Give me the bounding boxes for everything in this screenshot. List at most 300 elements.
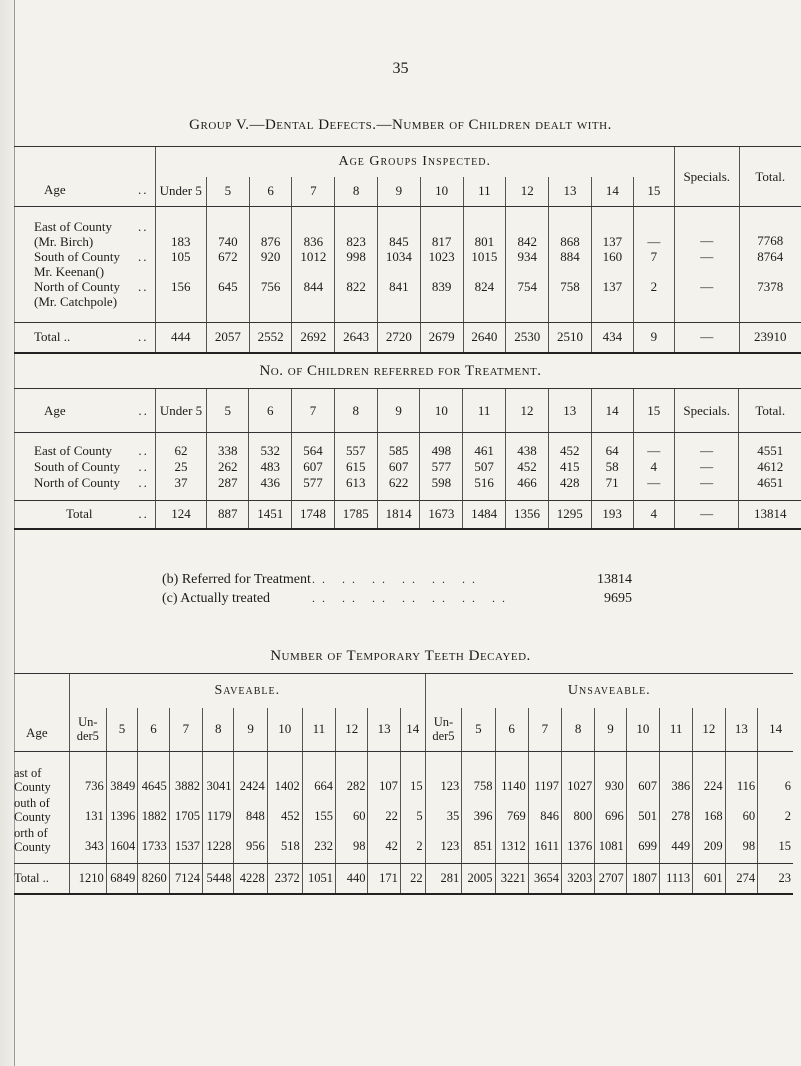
saveable-column-header: 6	[138, 708, 170, 752]
total-label: Total ..	[34, 329, 71, 345]
table3-spacer	[14, 856, 793, 864]
saveable-cell: 2	[400, 826, 425, 856]
table2-cell: 415	[548, 459, 591, 475]
table2-cell: 428	[548, 475, 591, 491]
table2-row	[14, 475, 801, 491]
unsaveable-cell: 851	[462, 826, 495, 856]
unsaveable-column-header: 10	[626, 708, 659, 752]
table2-total-row-cell: 124	[155, 501, 206, 529]
saveable-cell: 1396	[106, 796, 138, 826]
dots: ..	[138, 474, 149, 490]
table2-cell: 25	[155, 459, 206, 475]
saveable-cell: 3041	[202, 752, 234, 796]
saveable-column-header: 11	[302, 708, 335, 752]
table1-spacer	[14, 309, 801, 323]
row-label	[14, 796, 69, 826]
saveable-cell: 2424	[234, 752, 267, 796]
unsaveable-cell: 1376	[562, 826, 595, 856]
saveable-cell: 60	[335, 796, 367, 826]
table1-cell: 801	[463, 207, 506, 249]
total-row-label: Total ..	[14, 864, 69, 894]
saveable-cell: 664	[302, 752, 335, 796]
table2-title: No. of Children referred for Treatment.	[259, 363, 542, 379]
table2-cell: 483	[249, 459, 292, 475]
table2-cell: —	[633, 475, 674, 491]
saveable-column-header: 14	[400, 708, 425, 752]
table2-column-header: 9	[377, 389, 420, 433]
table2-cell: 622	[377, 475, 420, 491]
table1-cell: 740	[206, 207, 249, 249]
saveable-cell: 5	[400, 796, 425, 826]
unsaveable-total-cell: 2005	[462, 864, 495, 894]
spacer-cell	[292, 309, 335, 323]
spacer-cell	[106, 856, 138, 864]
table2-age-header	[14, 389, 155, 433]
unsaveable-column-header: 12	[693, 708, 725, 752]
table1-cell: 1034	[378, 249, 421, 279]
table2-cell: 71	[591, 475, 633, 491]
row-label-line1: South of County	[34, 248, 120, 264]
table1-total-row-cell: 444	[155, 323, 206, 353]
summary-row-treated	[162, 591, 632, 610]
row-label	[14, 459, 155, 475]
table2-cell: 64	[591, 433, 633, 459]
spacer-cell	[155, 309, 206, 323]
table2-cell: 62	[155, 433, 206, 459]
table1-total-row-cell: 2552	[249, 323, 292, 353]
table3-title: Number of Temporary Teeth Decayed.	[270, 648, 531, 664]
saveable-cell: 3882	[169, 752, 202, 796]
table1-title: Group V.—Dental Defects.—Number of Children dealt with.	[189, 117, 612, 133]
table2-total-row-cell: 1748	[292, 501, 335, 529]
spacer-cell	[267, 856, 302, 864]
saveable-cell: 343	[69, 826, 106, 856]
table2-cell: 262	[207, 459, 249, 475]
saveable-column-header: 7	[169, 708, 202, 752]
unsaveable-cell: 1027	[562, 752, 595, 796]
saveable-cell: 736	[69, 752, 106, 796]
saveable-total-cell: 4228	[234, 864, 267, 894]
table2-cell: 516	[463, 475, 506, 491]
table1-specials-cell: —	[674, 279, 739, 309]
table1-column-header: 12	[506, 177, 549, 207]
saveable-column-header: 12	[335, 708, 367, 752]
saveable-cell: 1537	[169, 826, 202, 856]
unsaveable-total-cell: 2707	[595, 864, 627, 894]
spacer-cell	[462, 856, 495, 864]
table2-cell: 58	[591, 459, 633, 475]
table2-cell: 438	[506, 433, 549, 459]
table1-total-row	[14, 323, 801, 353]
spacer-cell	[207, 491, 249, 501]
saveable-column-header: 8	[202, 708, 234, 752]
unsaveable-cell: 396	[462, 796, 495, 826]
table2-cell: 564	[292, 433, 335, 459]
table1-total-header: Total.	[739, 147, 801, 207]
saveable-total-cell: 2372	[267, 864, 302, 894]
treatment-summary	[162, 572, 632, 610]
table2-specials-cell: —	[674, 475, 739, 491]
table2-cell: 615	[334, 459, 377, 475]
saveable-total-cell: 7124	[169, 864, 202, 894]
saveable-column-header: 9	[234, 708, 267, 752]
row-label	[14, 475, 155, 491]
spacer-cell	[249, 309, 292, 323]
spacer-cell	[155, 491, 206, 501]
table2-cell: 613	[334, 475, 377, 491]
table1-cell: 105	[155, 249, 206, 279]
table1-cell: 844	[292, 279, 335, 309]
saveable-cell: 518	[267, 826, 302, 856]
table1-total-row-cell: 2643	[335, 323, 378, 353]
summary-value: 9695	[604, 591, 632, 606]
spacer-cell	[591, 491, 633, 501]
unsaveable-cell: 699	[626, 826, 659, 856]
table2-cell: 598	[420, 475, 463, 491]
unsaveable-cell: 6	[758, 752, 793, 796]
unsaveable-cell: 1081	[595, 826, 627, 856]
spacer-cell	[206, 309, 249, 323]
dots: ..	[138, 218, 149, 234]
row-label-first-line	[34, 279, 155, 294]
age-label: Age	[44, 402, 66, 418]
saveable-column-header: 5	[106, 708, 138, 752]
temporary-teeth-decayed-table	[14, 673, 793, 895]
row-label	[14, 826, 69, 856]
saveable-total-cell: 1051	[302, 864, 335, 894]
unsaveable-cell: 769	[495, 796, 528, 826]
saveable-cell: 1402	[267, 752, 302, 796]
table1-cell: 754	[506, 279, 549, 309]
row-label-line1: East of County	[34, 218, 112, 234]
table1-specials-cell: —	[674, 207, 739, 249]
spacer-cell	[495, 856, 528, 864]
table1-column-header: 13	[549, 177, 592, 207]
table1-cell: 884	[549, 249, 592, 279]
table1-column-header: 11	[463, 177, 506, 207]
table2-total-row-cell: 4	[633, 501, 674, 529]
unsaveable-cell: 15	[758, 826, 793, 856]
saveable-cell: 452	[267, 796, 302, 826]
table1-cell: 841	[378, 279, 421, 309]
table1-cell: 824	[463, 279, 506, 309]
table2-cell: 577	[420, 459, 463, 475]
row-label-line1: North of County	[34, 278, 120, 294]
unsaveable-total-cell: 1113	[660, 864, 693, 894]
saveable-cell: 282	[335, 752, 367, 796]
saveable-cell: 42	[368, 826, 400, 856]
table1-cell: 2	[633, 279, 674, 309]
unsaveable-total-cell: 3654	[528, 864, 561, 894]
table1-row	[14, 249, 801, 279]
table1-total-row-cell: 9	[633, 323, 674, 353]
table1-column-header: 9	[378, 177, 421, 207]
spacer-cell	[378, 309, 421, 323]
table1-cell: 845	[378, 207, 421, 249]
dots: ..	[138, 248, 149, 264]
spacer-cell	[69, 856, 106, 864]
saveable-total-cell: 440	[335, 864, 367, 894]
table1-cell: 920	[249, 249, 292, 279]
saveable-cell: 155	[302, 796, 335, 826]
table1-cell: 672	[206, 249, 249, 279]
unsaveable-cell: 501	[626, 796, 659, 826]
spacer-cell	[463, 491, 506, 501]
spacer-cell	[425, 856, 462, 864]
saveable-cell: 4645	[138, 752, 170, 796]
summary-label: (b) Referred for Treatment	[162, 572, 311, 587]
table2-cell: 585	[377, 433, 420, 459]
spacer-cell	[463, 309, 506, 323]
row-label	[14, 433, 155, 459]
saveable-cell: 3849	[106, 752, 138, 796]
saveable-total-cell: 1210	[69, 864, 106, 894]
table2-total-header: Total.	[739, 389, 801, 433]
table2-total-cell: 4551	[739, 433, 801, 459]
row-label-line1: ast of	[14, 765, 42, 780]
table2-column-header: Under 5	[155, 389, 206, 433]
table1-column-header: 6	[249, 177, 292, 207]
table2-cell: 287	[207, 475, 249, 491]
row-label-line2: County	[14, 839, 51, 854]
unsaveable-cell: 800	[562, 796, 595, 826]
unsaveable-cell: 1197	[528, 752, 561, 796]
table3-age-header: Age	[14, 674, 69, 752]
spacer-cell	[14, 491, 155, 501]
spacer-cell	[506, 491, 549, 501]
row-label-text: East of County	[34, 442, 112, 458]
table1-cell: 868	[549, 207, 592, 249]
spacer-cell	[292, 491, 335, 501]
table1-cell: 876	[249, 207, 292, 249]
row-label-line2: (Mr. Catchpole)	[34, 293, 118, 309]
row-label-line2: County	[14, 779, 51, 794]
table1-total-row-cell: 2510	[549, 323, 592, 353]
saveable-cell: 22	[368, 796, 400, 826]
table1-row	[14, 207, 801, 249]
spacer-cell	[234, 856, 267, 864]
table2-total-row-cell: 887	[207, 501, 249, 529]
unsaveable-total-cell: 274	[725, 864, 757, 894]
row-label-first-line	[34, 249, 155, 264]
row-label-text: North of County	[34, 474, 120, 490]
spacer-cell	[595, 856, 627, 864]
table3-row	[14, 752, 793, 796]
table2-cell: 461	[463, 433, 506, 459]
spacer-cell	[591, 309, 633, 323]
saveable-cell: 131	[69, 796, 106, 826]
table1-total-cell: 8764	[739, 249, 801, 279]
table2-total-cell: 4612	[739, 459, 801, 475]
spacer-cell	[420, 491, 463, 501]
table2-cell: 452	[548, 433, 591, 459]
table2-total-row	[14, 501, 801, 529]
unsaveable-cell: 123	[425, 752, 462, 796]
summary-row-referred	[162, 572, 632, 591]
saveable-cell: 956	[234, 826, 267, 856]
table2-column-header: 12	[506, 389, 549, 433]
table2-cell: 466	[506, 475, 549, 491]
table3-row	[14, 796, 793, 826]
table2-cell: 37	[155, 475, 206, 491]
page-number: 35	[392, 60, 409, 77]
table2-cell: 532	[249, 433, 292, 459]
dots: ..	[138, 329, 149, 345]
spacer-cell	[626, 856, 659, 864]
spacer-cell	[633, 309, 674, 323]
dental-defects-table	[14, 146, 801, 354]
table1-cell: 1023	[420, 249, 463, 279]
table1-group-header: Age Groups Inspected.	[155, 147, 674, 177]
table2-column-header: 15	[633, 389, 674, 433]
table1-cell: 7	[633, 249, 674, 279]
table2-cell: 436	[249, 475, 292, 491]
unsaveable-cell: 209	[693, 826, 725, 856]
unsaveable-cell: 224	[693, 752, 725, 796]
dots: ..	[138, 442, 149, 458]
unsaveable-total-cell: 1807	[626, 864, 659, 894]
table1-total-row-specials: —	[674, 323, 739, 353]
spacer-cell	[660, 856, 693, 864]
unsaveable-column-header: 11	[660, 708, 693, 752]
spacer-cell	[335, 856, 367, 864]
unsaveable-cell: 123	[425, 826, 462, 856]
row-label-line2: (Mr. Birch)	[34, 233, 94, 249]
table1-cell: 137	[591, 207, 633, 249]
table2-total-row-cell: 1295	[548, 501, 591, 529]
table2-total-row-cell: 1814	[377, 501, 420, 529]
spacer-cell	[725, 856, 757, 864]
table2-cell: 577	[292, 475, 335, 491]
row-label	[14, 207, 155, 249]
saveable-cell: 1733	[138, 826, 170, 856]
table1-row	[14, 279, 801, 309]
saveable-cell: 1604	[106, 826, 138, 856]
spacer-cell	[400, 856, 425, 864]
table2-specials-cell: —	[674, 459, 739, 475]
table1-cell: 758	[549, 279, 592, 309]
unsaveable-column-header: 5	[462, 708, 495, 752]
table2-cell: 4	[633, 459, 674, 475]
table1-grand-total: 23910	[739, 323, 801, 353]
unsaveable-cell: 758	[462, 752, 495, 796]
saveable-cell: 15	[400, 752, 425, 796]
saveable-cell: 1228	[202, 826, 234, 856]
unsaveable-cell: 1312	[495, 826, 528, 856]
table2-cell: 607	[377, 459, 420, 475]
unsaveable-cell: 2	[758, 796, 793, 826]
spacer-cell	[249, 491, 292, 501]
table2-cell: 338	[207, 433, 249, 459]
table2-column-header: 5	[207, 389, 249, 433]
dots: ..	[138, 506, 149, 522]
saveable-column-header: 10	[267, 708, 302, 752]
row-label-line2: Mr. Keenan()	[34, 263, 105, 279]
table1-cell: 645	[206, 279, 249, 309]
table1-column-header: 10	[420, 177, 463, 207]
unsaveable-column-header: 9	[595, 708, 627, 752]
table1-cell: 183	[155, 207, 206, 249]
unsaveable-total-cell: 3221	[495, 864, 528, 894]
spacer-cell	[758, 856, 793, 864]
spacer-cell	[377, 491, 420, 501]
table1-cell: —	[633, 207, 674, 249]
unsaveable-column-header: Un-der5	[425, 708, 462, 752]
table1-column-header: 14	[591, 177, 633, 207]
spacer-cell	[548, 491, 591, 501]
table1-total-row-cell: 434	[591, 323, 633, 353]
saveable-column-header: Un-der5	[69, 708, 106, 752]
unsaveable-cell: 278	[660, 796, 693, 826]
spacer-cell	[562, 856, 595, 864]
table1-column-header: Under 5	[155, 177, 206, 207]
spacer-cell	[674, 491, 739, 501]
table3-total-row	[14, 864, 793, 894]
table2-column-header: 7	[292, 389, 335, 433]
table1-cell: 998	[335, 249, 378, 279]
spacer-cell	[739, 491, 801, 501]
unsaveable-column-header: 13	[725, 708, 757, 752]
summary-value: 13814	[597, 572, 632, 587]
table2-column-header: 6	[249, 389, 292, 433]
spacer-cell	[528, 856, 561, 864]
table1-column-header: 8	[335, 177, 378, 207]
unsaveable-cell: 607	[626, 752, 659, 796]
table2-column-header: 14	[591, 389, 633, 433]
table2-cell: 507	[463, 459, 506, 475]
table2-total-row-specials: —	[674, 501, 739, 529]
table2-total-row-cell: 1356	[506, 501, 549, 529]
saveable-total-cell: 6849	[106, 864, 138, 894]
spacer-cell	[633, 491, 674, 501]
unsaveable-cell: 846	[528, 796, 561, 826]
table1-cell: 839	[420, 279, 463, 309]
table2-cell: —	[633, 433, 674, 459]
spacer-cell	[335, 309, 378, 323]
table2-column-header: 13	[548, 389, 591, 433]
row-label-first-line	[34, 219, 155, 234]
table1-total-row-cell: 2720	[378, 323, 421, 353]
saveable-cell: 848	[234, 796, 267, 826]
row-label-line1: orth of	[14, 825, 48, 840]
spacer-cell	[693, 856, 725, 864]
unsaveable-cell: 449	[660, 826, 693, 856]
table2-specials-header: Specials.	[674, 389, 739, 433]
spacer-cell	[14, 309, 155, 323]
unsaveable-total-cell: 3203	[562, 864, 595, 894]
unsaveable-column-header: 6	[495, 708, 528, 752]
total-row-label	[14, 501, 155, 529]
table1-cell: 822	[335, 279, 378, 309]
spacer-cell	[138, 856, 170, 864]
unsaveable-total-cell: 23	[758, 864, 793, 894]
referred-for-treatment-table	[14, 388, 801, 530]
saveable-cell: 1705	[169, 796, 202, 826]
table1-cell: 1015	[463, 249, 506, 279]
spacer-cell	[674, 309, 739, 323]
spacer-cell	[302, 856, 335, 864]
unsaveable-column-header: 14	[758, 708, 793, 752]
unsaveable-header: Unsaveable.	[425, 674, 793, 708]
saveable-column-header: 13	[368, 708, 400, 752]
row-label	[14, 249, 155, 279]
table1-cell: 137	[591, 279, 633, 309]
table2-total-cell: 4651	[739, 475, 801, 491]
dots: ..	[138, 278, 149, 294]
table2-row	[14, 459, 801, 475]
saveable-cell: 232	[302, 826, 335, 856]
table2-cell: 498	[420, 433, 463, 459]
